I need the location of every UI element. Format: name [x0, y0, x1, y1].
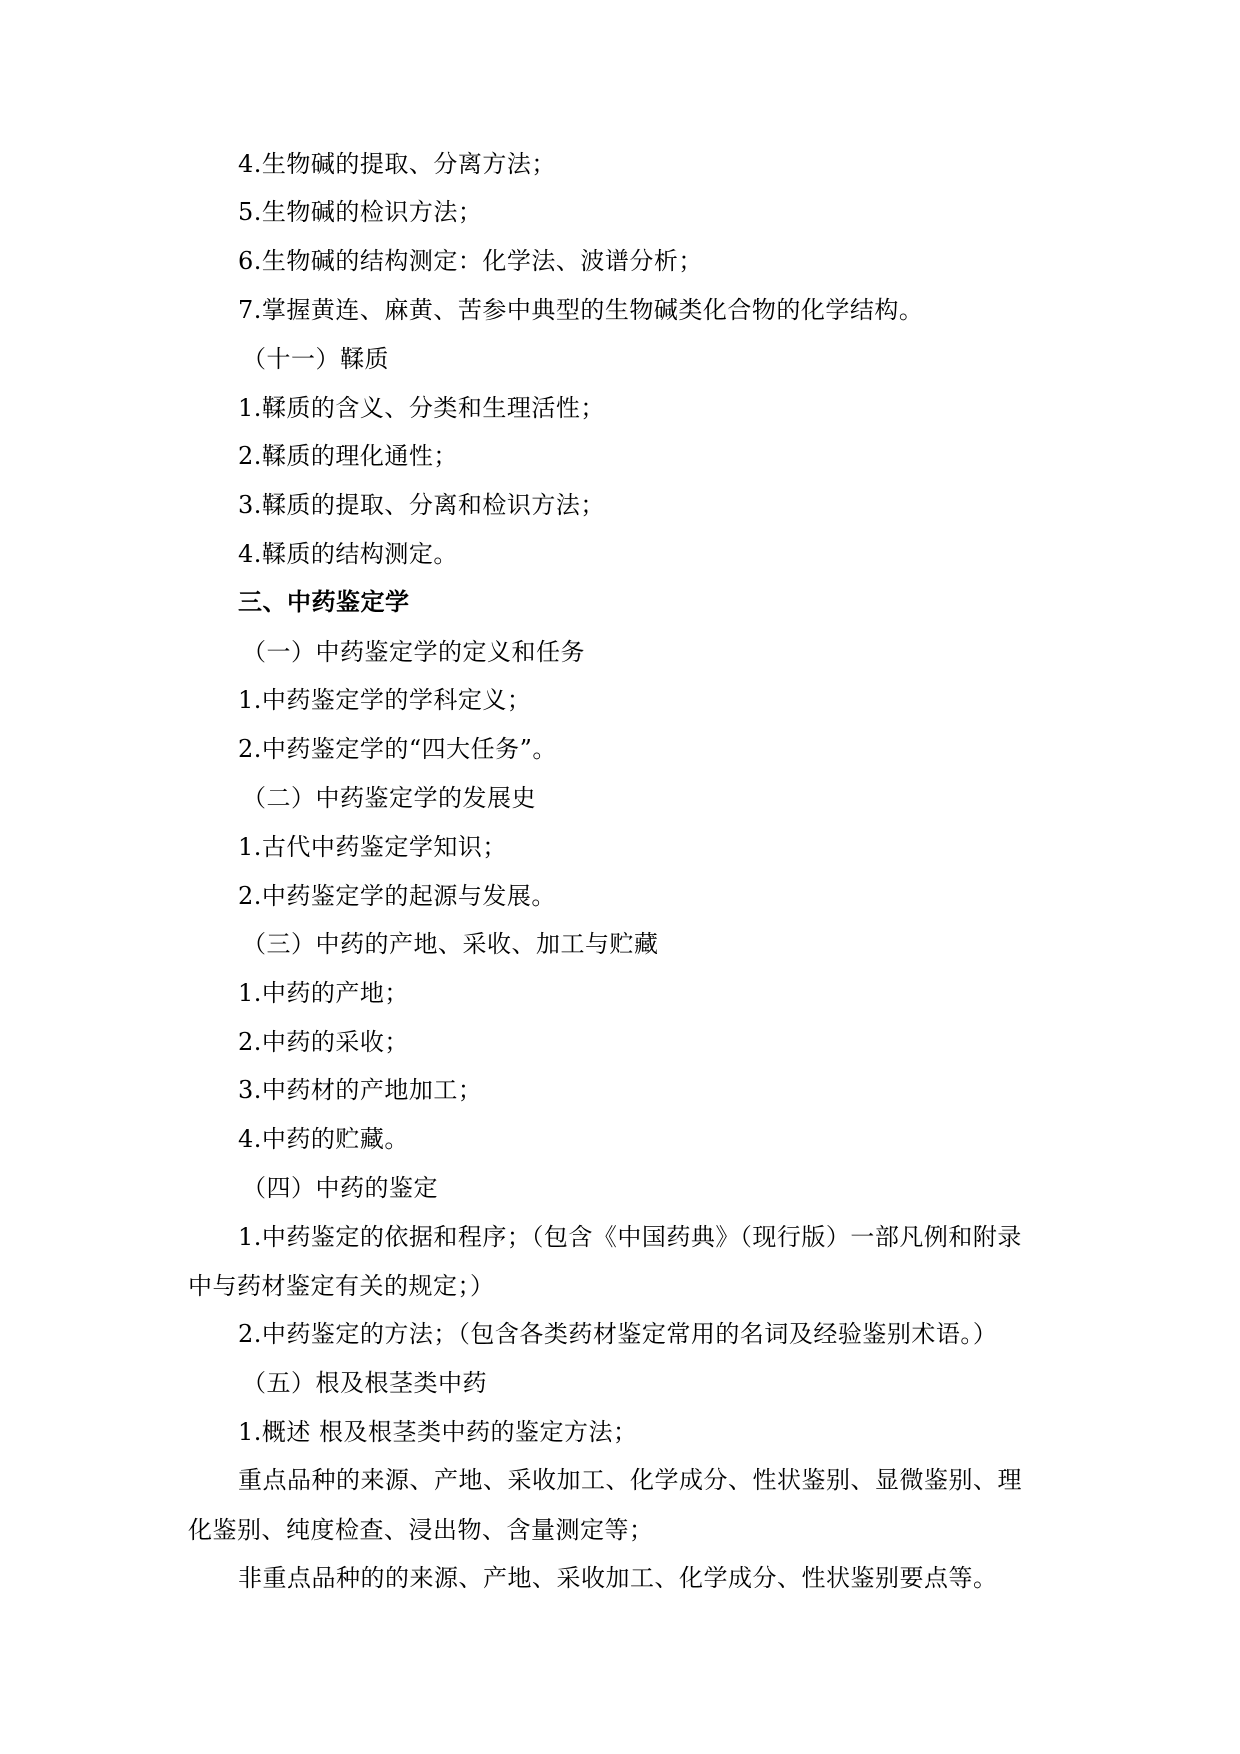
section-subheading: （四）中药的鉴定 [242, 1174, 438, 1202]
text-line: 3.中药材的产地加工； [238, 1076, 483, 1104]
text-line: 非重点品种的的来源、产地、采收加工、化学成分、性状鉴别要点等。 [238, 1564, 998, 1592]
text-line: 2.中药鉴定学的起源与发展。 [238, 882, 556, 910]
section-subheading: （十一）鞣质 [242, 345, 389, 373]
text-line: 3.鞣质的提取、分离和检识方法； [238, 491, 605, 519]
text-line: 1.中药鉴定的依据和程序；（包含《中国药典》（现行版）一部凡例和附录 [238, 1223, 1022, 1251]
text-line: 2.中药的采收； [238, 1028, 409, 1056]
text-line: 1.中药鉴定学的学科定义； [238, 686, 532, 714]
text-line: 1.古代中药鉴定学知识； [238, 833, 507, 861]
text-line: 4.生物碱的提取、分离方法； [238, 150, 556, 178]
text-line: 4.中药的贮藏。 [238, 1125, 409, 1153]
text-line: 7.掌握黄连、麻黄、苦参中典型的生物碱类化合物的化学结构。 [238, 296, 924, 324]
text-line-continuation: 化鉴别、纯度检查、浸出物、含量测定等； [188, 1516, 654, 1544]
text-line: 4.鞣质的结构测定。 [238, 540, 458, 568]
text-line: 2.鞣质的理化通性； [238, 442, 458, 470]
section-subheading: （一）中药鉴定学的定义和任务 [242, 638, 585, 666]
section-subheading: （三）中药的产地、采收、加工与贮藏 [242, 930, 659, 958]
section-subheading: （五）根及根茎类中药 [242, 1369, 487, 1397]
text-line: 6.生物碱的结构测定：化学法、波谱分析； [238, 247, 703, 275]
text-line: 2.中药鉴定学的“四大任务”。 [238, 735, 557, 763]
text-line: 重点品种的来源、产地、采收加工、化学成分、性状鉴别、显微鉴别、理 [238, 1466, 1022, 1494]
text-line: 5.生物碱的检识方法； [238, 198, 483, 226]
section-subheading: （二）中药鉴定学的发展史 [242, 784, 536, 812]
text-line: 1.中药的产地； [238, 979, 409, 1007]
text-line: 2.中药鉴定的方法；（包含各类药材鉴定常用的名词及经验鉴别术语。） [238, 1320, 998, 1348]
text-line: 1.概述 根及根茎类中药的鉴定方法； [238, 1418, 638, 1446]
text-line: 1.鞣质的含义、分类和生理活性； [238, 394, 605, 422]
section-heading: 三、中药鉴定学 [238, 587, 410, 616]
text-line-continuation: 中与药材鉴定有关的规定；） [188, 1272, 495, 1300]
